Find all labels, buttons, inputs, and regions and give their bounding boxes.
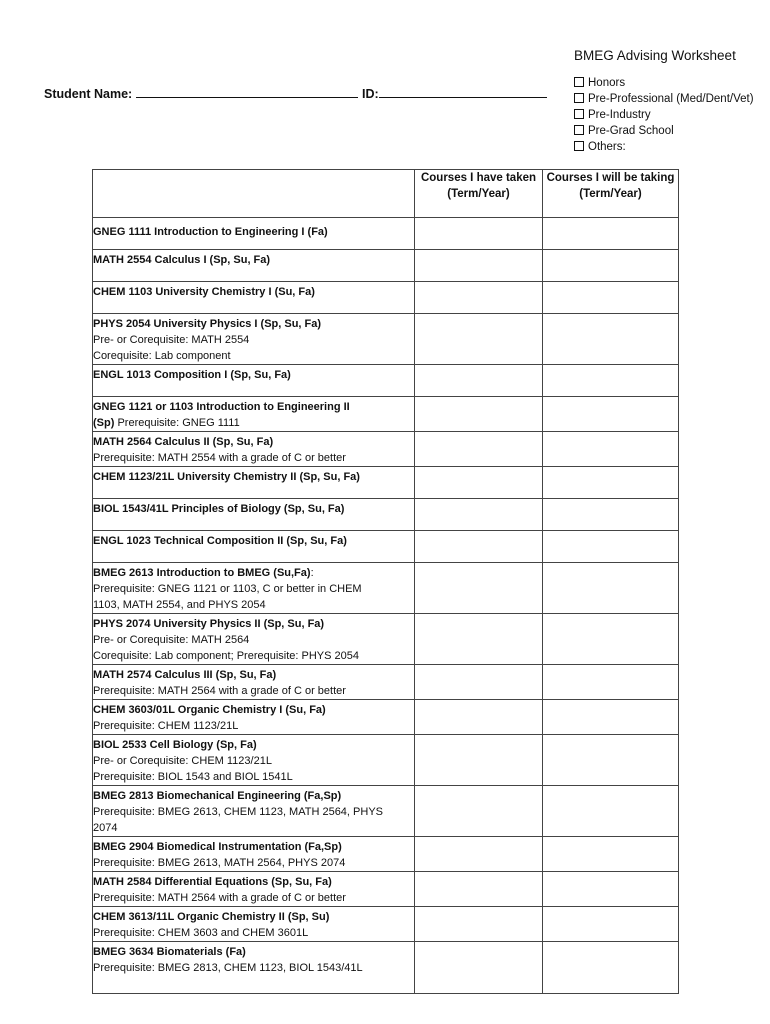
course-line: Prerequisite: MATH 2554 with a grade of C or better: [93, 452, 346, 464]
taken-cell[interactable]: [415, 397, 543, 432]
table-row: [93, 786, 679, 837]
course-cell: [93, 665, 415, 700]
taken-cell[interactable]: [415, 942, 543, 994]
course-cell: [93, 397, 415, 432]
course-cell: [93, 365, 415, 397]
checkbox-icon[interactable]: [574, 141, 584, 151]
taking-cell[interactable]: [543, 907, 679, 942]
course-cell: [93, 282, 415, 314]
course-cell: [93, 907, 415, 942]
table-row: [93, 531, 679, 563]
taken-cell[interactable]: [415, 250, 543, 282]
course-line: Prerequisite: BMEG 2813, CHEM 1123, BIOL 1543/41L: [93, 962, 363, 974]
course-line: Prerequisite: MATH 2564 with a grade of C or better: [93, 892, 346, 904]
checkbox-icon[interactable]: [574, 77, 584, 87]
course-cell: [93, 837, 415, 872]
taken-cell[interactable]: [415, 365, 543, 397]
table-header-row: [93, 170, 679, 218]
course-line: CHEM 1123/21L University Chemistry II (Sp, Su, Fa): [93, 471, 360, 483]
taking-cell[interactable]: [543, 531, 679, 563]
taken-cell[interactable]: [415, 665, 543, 700]
table-row: [93, 837, 679, 872]
taken-cell[interactable]: [415, 735, 543, 786]
taken-cell[interactable]: [415, 700, 543, 735]
taking-cell[interactable]: [543, 837, 679, 872]
table-row: [93, 614, 679, 665]
taking-cell[interactable]: [543, 432, 679, 467]
course-line: (Sp) Prerequisite: GNEG 1111: [93, 417, 240, 429]
course-line: Pre- or Corequisite: MATH 2554: [93, 334, 250, 346]
course-line: BMEG 2813 Biomechanical Engineering (Fa,Sp): [93, 790, 342, 802]
table-row: [93, 907, 679, 942]
table-row: [93, 665, 679, 700]
course-line: CHEM 3613/11L Organic Chemistry II (Sp, Su): [93, 911, 330, 923]
table-row: [93, 563, 679, 614]
taking-cell[interactable]: [543, 282, 679, 314]
taken-cell[interactable]: [415, 531, 543, 563]
course-cell: [93, 499, 415, 531]
course-cell: [93, 314, 415, 365]
course-line: 1103, MATH 2554, and PHYS 2054: [93, 599, 266, 611]
taken-cell[interactable]: [415, 499, 543, 531]
course-cell: [93, 872, 415, 907]
course-line: Pre- or Corequisite: CHEM 1123/21L: [93, 755, 272, 767]
course-line: Prerequisite: CHEM 1123/21L: [93, 720, 239, 732]
table-row: [93, 397, 679, 432]
taking-cell[interactable]: [543, 218, 679, 250]
course-line: Prerequisite: MATH 2564 with a grade of C or better: [93, 685, 346, 697]
course-line: Corequisite: Lab component; Prerequisite: PHYS 2054: [93, 650, 359, 662]
taking-cell[interactable]: [543, 314, 679, 365]
taken-cell[interactable]: [415, 432, 543, 467]
table-row: [93, 499, 679, 531]
course-line: BMEG 2613 Introduction to BMEG (Su,Fa):: [93, 567, 314, 579]
checkbox-icon[interactable]: [574, 93, 584, 103]
course-cell: [93, 432, 415, 467]
course-line: CHEM 1103 University Chemistry I (Su, Fa): [93, 286, 315, 298]
course-header-cell: [93, 170, 415, 218]
table-row: [93, 432, 679, 467]
course-line: Prerequisite: BMEG 2613, MATH 2564, PHYS 2074: [93, 857, 346, 869]
option-pre-industry[interactable]: Pre-Industry: [574, 107, 754, 123]
table-row: [93, 735, 679, 786]
taking-cell[interactable]: [543, 872, 679, 907]
course-line: GNEG 1121 or 1103 Introduction to Engineering II: [93, 401, 350, 413]
course-line: Corequisite: Lab component: [93, 350, 231, 362]
table-row: [93, 700, 679, 735]
course-line: BMEG 3634 Biomaterials (Fa): [93, 946, 246, 958]
course-cell: [93, 250, 415, 282]
worksheet-title: BMEG Advising Worksheet: [574, 48, 736, 63]
course-cell: [93, 531, 415, 563]
course-line: BIOL 2533 Cell Biology (Sp, Fa): [93, 739, 257, 751]
taken-cell[interactable]: [415, 563, 543, 614]
course-table: [92, 169, 679, 994]
course-cell: [93, 735, 415, 786]
taken-cell[interactable]: [415, 218, 543, 250]
course-cell: [93, 700, 415, 735]
course-line: MATH 2554 Calculus I (Sp, Su, Fa): [93, 254, 271, 266]
id-label: ID:: [362, 87, 379, 101]
table-row: [93, 314, 679, 365]
student-name-line[interactable]: [136, 84, 358, 98]
id-field[interactable]: [362, 84, 547, 101]
taken-cell[interactable]: [415, 786, 543, 837]
taking-cell[interactable]: [543, 563, 679, 614]
course-line: Prerequisite: BIOL 1543 and BIOL 1541L: [93, 771, 293, 783]
taking-cell[interactable]: [543, 467, 679, 499]
student-name-label: Student Name:: [44, 87, 133, 101]
option-honors[interactable]: Honors: [574, 75, 754, 91]
taking-cell[interactable]: [543, 786, 679, 837]
table-row: [93, 250, 679, 282]
course-line: CHEM 3603/01L Organic Chemistry I (Su, Fa): [93, 704, 326, 716]
taken-cell[interactable]: [415, 907, 543, 942]
taken-cell[interactable]: [415, 314, 543, 365]
taking-cell[interactable]: [543, 665, 679, 700]
track-options: [574, 75, 754, 155]
course-line: PHYS 2074 University Physics II (Sp, Su, Fa): [93, 618, 325, 630]
taken-header: Courses I have taken (Term/Year): [415, 170, 543, 218]
table-row: [93, 365, 679, 397]
course-line: BIOL 1543/41L Principles of Biology (Sp, Su, Fa): [93, 503, 345, 515]
taken-cell[interactable]: [415, 467, 543, 499]
taking-cell[interactable]: [543, 250, 679, 282]
course-line: ENGL 1023 Technical Composition II (Sp, Su, Fa): [93, 535, 347, 547]
course-line: GNEG 1111 Introduction to Engineering I (Fa): [93, 226, 328, 238]
course-cell: [93, 467, 415, 499]
taken-cell[interactable]: [415, 282, 543, 314]
course-cell: [93, 218, 415, 250]
taking-header: Courses I will be taking (Term/Year): [543, 170, 679, 218]
course-line: Prerequisite: GNEG 1121 or 1103, C or better in CHEM: [93, 583, 362, 595]
course-line: 2074: [93, 822, 118, 834]
course-line: Prerequisite: BMEG 2613, CHEM 1123, MATH 2564, PHYS: [93, 806, 383, 818]
table-row: [93, 872, 679, 907]
course-cell: [93, 563, 415, 614]
taken-cell[interactable]: [415, 614, 543, 665]
course-line: MATH 2564 Calculus II (Sp, Su, Fa): [93, 436, 274, 448]
taking-cell[interactable]: [543, 735, 679, 786]
id-line[interactable]: [379, 84, 547, 98]
taking-cell[interactable]: [543, 942, 679, 994]
course-line: MATH 2584 Differential Equations (Sp, Su, Fa): [93, 876, 332, 888]
course-line: Prerequisite: CHEM 3603 and CHEM 3601L: [93, 927, 309, 939]
table-row: [93, 218, 679, 250]
checkbox-icon[interactable]: [574, 125, 584, 135]
checkbox-icon[interactable]: [574, 109, 584, 119]
course-line: Pre- or Corequisite: MATH 2564: [93, 634, 250, 646]
table-row: [93, 942, 679, 994]
course-line: MATH 2574 Calculus III (Sp, Su, Fa): [93, 669, 277, 681]
option-pre-grad-school[interactable]: Pre-Grad School: [574, 123, 754, 139]
course-cell: [93, 942, 415, 994]
course-cell: [93, 614, 415, 665]
option-pre-professional[interactable]: Pre-Professional (Med/Dent/Vet): [574, 91, 754, 107]
course-line: ENGL 1013 Composition I (Sp, Su, Fa): [93, 369, 291, 381]
course-line: PHYS 2054 University Physics I (Sp, Su, Fa): [93, 318, 322, 330]
taking-cell[interactable]: [543, 365, 679, 397]
taking-cell[interactable]: [543, 397, 679, 432]
taking-cell[interactable]: [543, 614, 679, 665]
option-others[interactable]: Others:: [574, 139, 754, 155]
table-row: [93, 467, 679, 499]
taken-cell[interactable]: [415, 837, 543, 872]
taking-cell[interactable]: [543, 700, 679, 735]
taking-cell[interactable]: [543, 499, 679, 531]
course-line: BMEG 2904 Biomedical Instrumentation (Fa,Sp): [93, 841, 342, 853]
table-row: [93, 282, 679, 314]
student-name-field[interactable]: [44, 84, 358, 101]
course-cell: [93, 786, 415, 837]
taken-cell[interactable]: [415, 872, 543, 907]
